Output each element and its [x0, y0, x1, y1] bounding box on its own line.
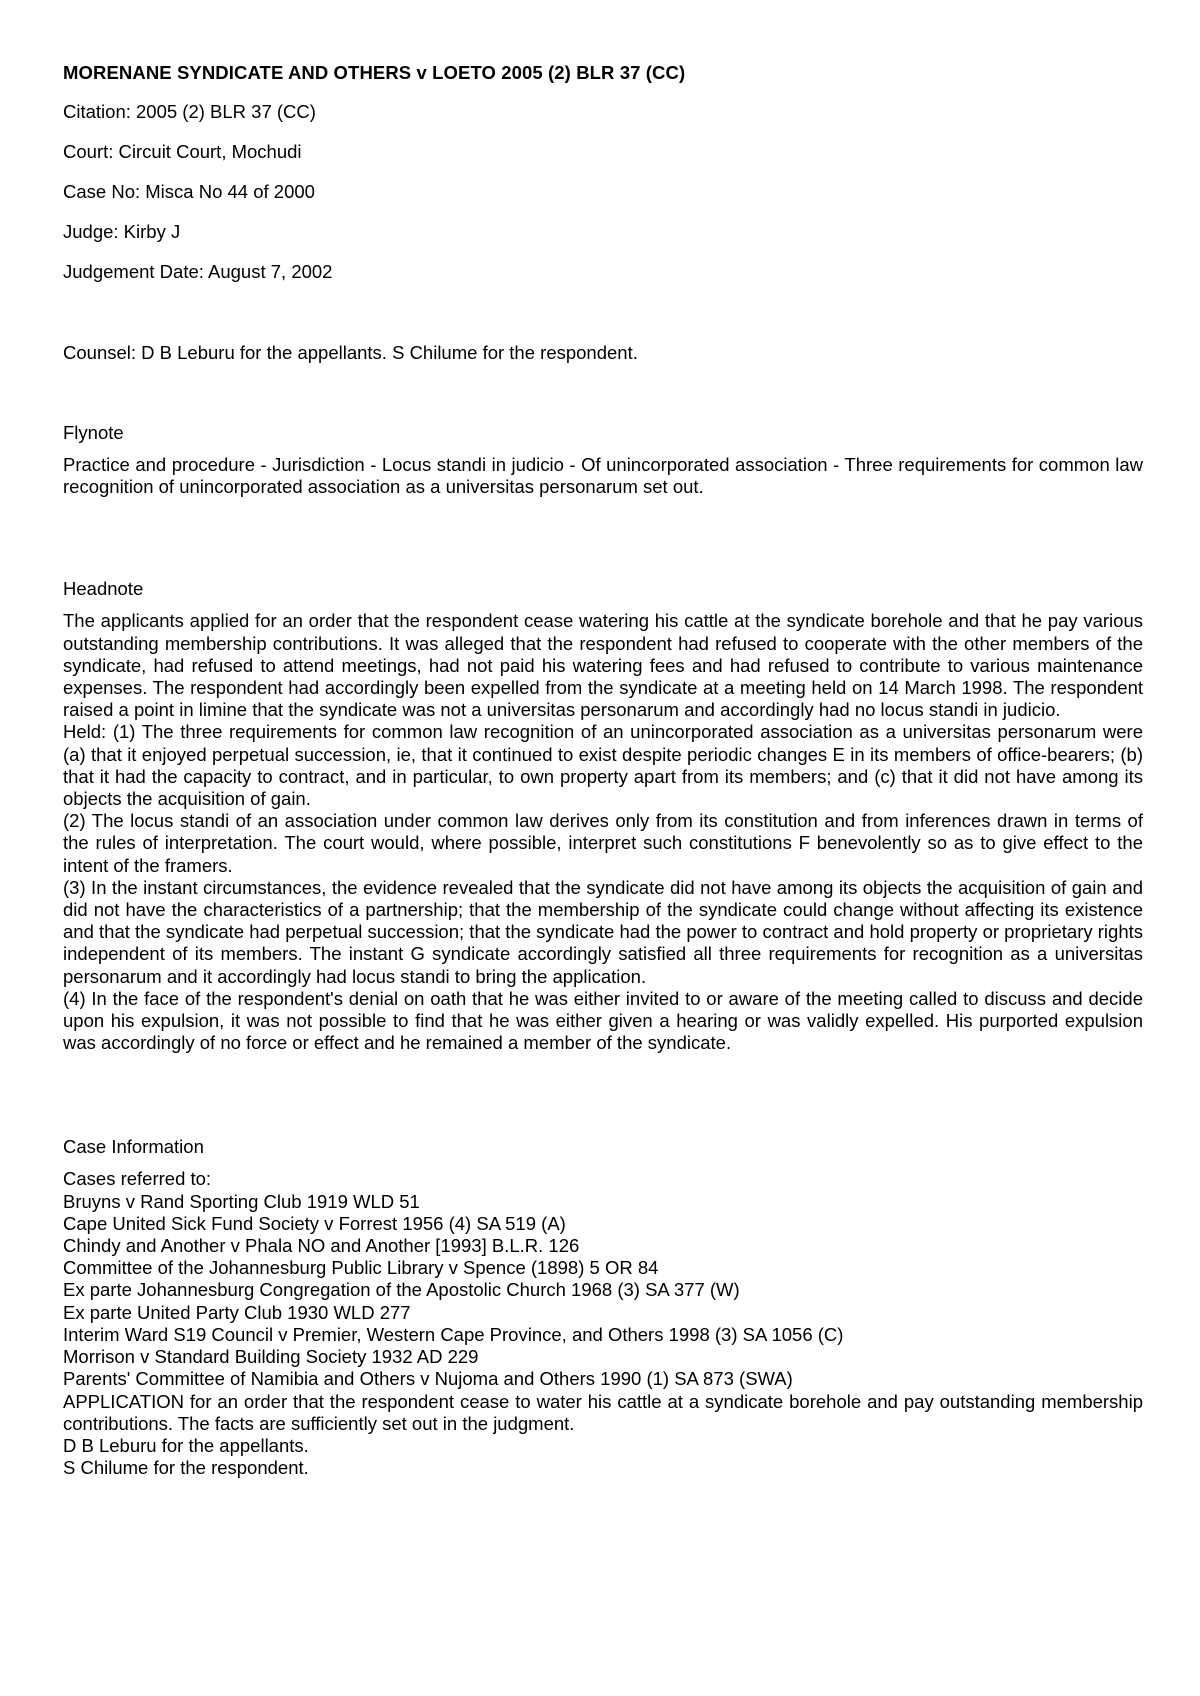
- case-reference: Committee of the Johannesburg Public Library v Spence (1898) 5 OR 84: [63, 1257, 659, 1279]
- case-reference: Ex parte Johannesburg Congregation of the Apostolic Church 1968 (3) SA 377 (W): [63, 1279, 740, 1301]
- case-reference: Morrison v Standard Building Society 1932 AD 229: [63, 1346, 479, 1368]
- headnote-paragraph: (3) In the instant circumstances, the evidence revealed that the syndicate did not have among its objects the acquisition of gain and did not have the characteristics of a partnership; that the membership of the syndicate could change without affecting its existence and that the syndicate had perpetual succession; that the syndicate had the power to contract and hold property or proprietary rights independent of its members. The instant G syndicate accordingly satisfied all three requirements for recognition as a universitas personarum and it accordingly had locus standi to bring the application.: [63, 876, 1143, 987]
- flynote-heading: Flynote: [63, 422, 124, 443]
- appellants-counsel-line: D B Leburu for the appellants.: [63, 1434, 309, 1456]
- flynote-text: Practice and procedure - Jurisdiction - Locus standi in judicio - Of unincorporated association - Three requirements for common law recognition of unincorporated association as a universitas personarum set out.: [63, 454, 1143, 498]
- headnote-section: [63, 578, 1143, 1054]
- flynote-section: [63, 422, 1143, 498]
- case-reference: Bruyns v Rand Sporting Club 1919 WLD 51: [63, 1190, 420, 1212]
- document-page: [63, 62, 1143, 1479]
- case-metadata: [63, 101, 1143, 283]
- headnote-heading: Headnote: [63, 578, 144, 600]
- counsel-line: Counsel: D B Leburu for the appellants. S Chilume for the respondent.: [63, 342, 638, 363]
- case-reference: Chindy and Another v Phala NO and Another [1993] B.L.R. 126: [63, 1235, 580, 1257]
- headnote-paragraph: (2) The locus standi of an association under common law derives only from its constitution and from inferences drawn in terms of the rules of interpretation. The court would, where possible, interpret such constitutions F benevolently so as to give effect to the intent of the framers.: [63, 810, 1143, 876]
- case-reference: Interim Ward S19 Council v Premier, Western Cape Province, and Others 1998 (3) SA 1056 (C): [63, 1323, 844, 1345]
- case-reference: Cape United Sick Fund Society v Forrest 1956 (4) SA 519 (A): [63, 1212, 566, 1234]
- headnote-paragraph: The applicants applied for an order that the respondent cease watering his cattle at the syndicate borehole and that he pay various outstanding membership contributions. It was alleged that the respondent had refused to cooperate with the other members of the syndicate, had refused to attend meetings, had not paid his watering fees and had refused to contribute to various maintenance expenses. The respondent had accordingly been expelled from the syndicate at a meeting held on 14 March 1998. The respondent raised a point in limine that the syndicate was not a universitas personarum and accordingly had no locus standi in judicio.: [63, 610, 1143, 721]
- case-information-section: [63, 1136, 1143, 1479]
- cases-referred-list: [63, 1191, 1143, 1391]
- headnote-paragraph: (4) In the face of the respondent's denial on oath that he was either invited to or aware of the meeting called to discuss and decide upon his expulsion, it was not possible to find that he was either given a hearing or was validly expelled. His purported expulsion was accordingly of no force or effect and he remained a member of the syndicate.: [63, 987, 1143, 1054]
- respondent-counsel-line: S Chilume for the respondent.: [63, 1457, 309, 1479]
- cases-referred-label: Cases referred to:: [63, 1168, 212, 1190]
- application-text: APPLICATION for an order that the respondent cease to water his cattle at a syndicate borehole and pay outstanding membership contributions. The facts are sufficiently set out in the judgment.: [63, 1390, 1143, 1434]
- document-title: MORENANE SYNDICATE AND OTHERS v LOETO 2005 (2) BLR 37 (CC): [63, 62, 686, 83]
- case-reference: Ex parte United Party Club 1930 WLD 277: [63, 1301, 411, 1323]
- court-line: Court: Circuit Court, Mochudi: [63, 141, 302, 162]
- judge-line: Judge: Kirby J: [63, 221, 181, 242]
- headnote-paragraph: Held: (1) The three requirements for common law recognition of an unincorporated association as a universitas personarum were (a) that it enjoyed perpetual succession, ie, that it continued to exist despite periodic changes E in its members of office-bearers; (b) that it had the capacity to contract, and in particular, to own property apart from its members; and (c) that it did not have among its objects the acquisition of gain.: [63, 721, 1143, 810]
- case-reference: Parents' Committee of Namibia and Others v Nujoma and Others 1990 (1) SA 873 (SWA): [63, 1368, 793, 1390]
- case-information-heading: Case Information: [63, 1136, 204, 1158]
- case-number-line: Case No: Misca No 44 of 2000: [63, 181, 315, 202]
- judgement-date-line: Judgement Date: August 7, 2002: [63, 261, 333, 282]
- citation-line: Citation: 2005 (2) BLR 37 (CC): [63, 101, 316, 122]
